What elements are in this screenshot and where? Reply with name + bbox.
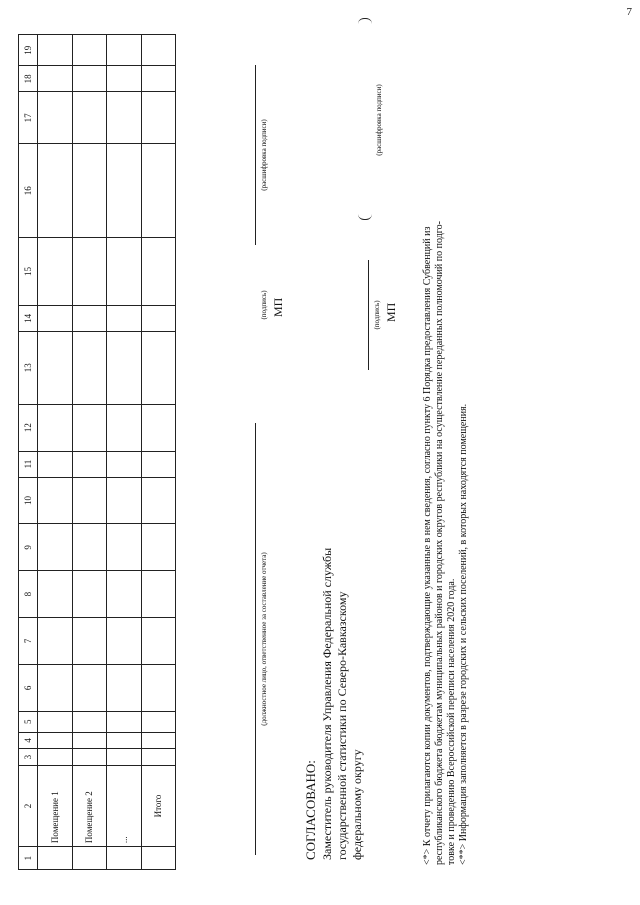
table-cell xyxy=(72,305,107,331)
table-cell xyxy=(72,749,107,766)
table-cell xyxy=(38,664,73,711)
table-row xyxy=(72,35,107,870)
table-cell xyxy=(107,305,142,331)
table-cell xyxy=(72,711,107,732)
header-cell: 2 xyxy=(19,765,38,846)
report-table xyxy=(18,34,176,870)
table-cell xyxy=(141,732,176,749)
stamp-mark: МП xyxy=(271,297,285,317)
agreed-line: Заместитель руководителя Управления Федеральной службы xyxy=(320,547,334,860)
table-cell xyxy=(107,732,142,749)
agreed-decoding-caption: (расшифровка подписи) xyxy=(375,84,383,156)
agreed-line: федеральному округу xyxy=(350,749,364,860)
header-cell: 13 xyxy=(19,331,38,404)
footnotes xyxy=(422,15,470,865)
table-cell xyxy=(107,664,142,711)
table-cell xyxy=(38,477,73,524)
table-cell xyxy=(141,477,176,524)
table-cell xyxy=(38,35,73,66)
header-cell: 7 xyxy=(19,618,38,665)
agreed-title: СОГЛАСОВАНО: xyxy=(303,760,318,860)
table-cell xyxy=(141,331,176,404)
table-cell xyxy=(72,477,107,524)
table-cell xyxy=(141,305,176,331)
header-cell: 14 xyxy=(19,305,38,331)
table-cell xyxy=(141,524,176,571)
table-cell xyxy=(141,711,176,732)
table-cell xyxy=(38,144,73,238)
table-cell xyxy=(38,331,73,404)
agreed-signature-line xyxy=(368,260,369,370)
agreed-position xyxy=(320,540,365,860)
table-cell xyxy=(107,238,142,306)
table-cell xyxy=(72,451,107,477)
table-row xyxy=(107,35,142,870)
header-cell: 9 xyxy=(19,524,38,571)
footnote-line: <*> К отчету прилагаются копии документов, подтверждающие указанные в нем сведения, согласно пункту 6 Порядка предоставления Субвенций из xyxy=(422,226,433,865)
footnote-line: товке и проведению Всероссийской переписи населения 2020 года. xyxy=(446,578,457,865)
decoding-signature-line xyxy=(255,65,256,245)
table-cell xyxy=(38,618,73,665)
table-cell xyxy=(107,331,142,404)
position-caption: (должностное лицо, ответственное за составление отчета) xyxy=(260,552,268,726)
agreed-line: государственной статистики по Северо-Кавказскому xyxy=(335,591,349,860)
table-cell xyxy=(72,66,107,92)
table-cell xyxy=(107,451,142,477)
table-cell xyxy=(107,66,142,92)
table-cell xyxy=(141,238,176,306)
table-cell xyxy=(141,749,176,766)
table-row-total xyxy=(141,35,176,870)
table-cell xyxy=(107,35,142,66)
table-cell xyxy=(38,847,73,870)
row-label: Итого xyxy=(141,765,176,846)
table-cell xyxy=(72,331,107,404)
table-cell xyxy=(72,732,107,749)
header-cell: 12 xyxy=(19,404,38,451)
table-cell xyxy=(107,711,142,732)
table-cell xyxy=(107,618,142,665)
table-cell xyxy=(141,404,176,451)
table-cell xyxy=(107,92,142,144)
header-cell: 3 xyxy=(19,749,38,766)
table-cell xyxy=(141,451,176,477)
table-cell xyxy=(141,35,176,66)
row-label: Помещение 2 xyxy=(72,765,107,846)
agreed-stamp-mark: МП xyxy=(384,302,398,322)
table-cell xyxy=(38,238,73,306)
table-cell xyxy=(72,238,107,306)
footnote-line: республиканского бюджета бюджетам муниципальных районов и городских округов республики на осуществление переданных полномочий по подго- xyxy=(434,221,445,865)
row-label: ... xyxy=(107,765,142,846)
table-cell xyxy=(141,571,176,618)
table-cell xyxy=(38,732,73,749)
header-cell: 11 xyxy=(19,451,38,477)
header-cell: 10 xyxy=(19,477,38,524)
table-cell xyxy=(141,144,176,238)
table-cell xyxy=(107,571,142,618)
table-cell xyxy=(141,66,176,92)
header-cell: 19 xyxy=(19,35,38,66)
table-cell xyxy=(38,404,73,451)
table-cell xyxy=(72,404,107,451)
table-cell xyxy=(107,477,142,524)
agreed-signature-caption: (подпись) xyxy=(373,300,381,330)
table-cell xyxy=(38,711,73,732)
signature-caption: (подпись) xyxy=(260,290,268,320)
header-cell: 5 xyxy=(19,711,38,732)
table-cell xyxy=(141,92,176,144)
header-cell: 18 xyxy=(19,66,38,92)
table-cell xyxy=(107,144,142,238)
table-cell xyxy=(72,92,107,144)
header-cell: 16 xyxy=(19,144,38,238)
page-number: 7 xyxy=(626,6,632,18)
decoding-caption: (расшифровка подписи) xyxy=(260,119,268,191)
table-cell xyxy=(141,847,176,870)
header-cell: 17 xyxy=(19,92,38,144)
table-cell xyxy=(72,618,107,665)
table-cell xyxy=(38,571,73,618)
header-cell: 4 xyxy=(19,732,38,749)
table-cell xyxy=(107,524,142,571)
table-cell xyxy=(72,524,107,571)
table-cell xyxy=(72,144,107,238)
table-cell xyxy=(72,664,107,711)
header-cell: 8 xyxy=(19,571,38,618)
header-cell: 15 xyxy=(19,238,38,306)
table-cell xyxy=(38,524,73,571)
table-cell xyxy=(72,847,107,870)
table-cell xyxy=(38,749,73,766)
table-cell xyxy=(107,404,142,451)
footnote-line: <**> Информация заполняется в разрезе городских и сельских поселений, в которых находятся помещения. xyxy=(458,403,469,865)
row-label: Помещение 1 xyxy=(38,765,73,846)
table-cell xyxy=(107,749,142,766)
header-cell: 1 xyxy=(19,847,38,870)
table-cell xyxy=(72,571,107,618)
table-cell xyxy=(72,35,107,66)
agreed-decoding-bracket xyxy=(358,18,372,220)
table-cell xyxy=(38,305,73,331)
table-row xyxy=(38,35,73,870)
table-cell xyxy=(38,66,73,92)
table-cell xyxy=(141,618,176,665)
table-cell xyxy=(141,664,176,711)
header-cell: 6 xyxy=(19,664,38,711)
table-cell xyxy=(38,92,73,144)
table-cell xyxy=(107,847,142,870)
table-cell xyxy=(38,451,73,477)
table-header-row xyxy=(19,35,38,870)
position-signature-line xyxy=(255,423,256,855)
